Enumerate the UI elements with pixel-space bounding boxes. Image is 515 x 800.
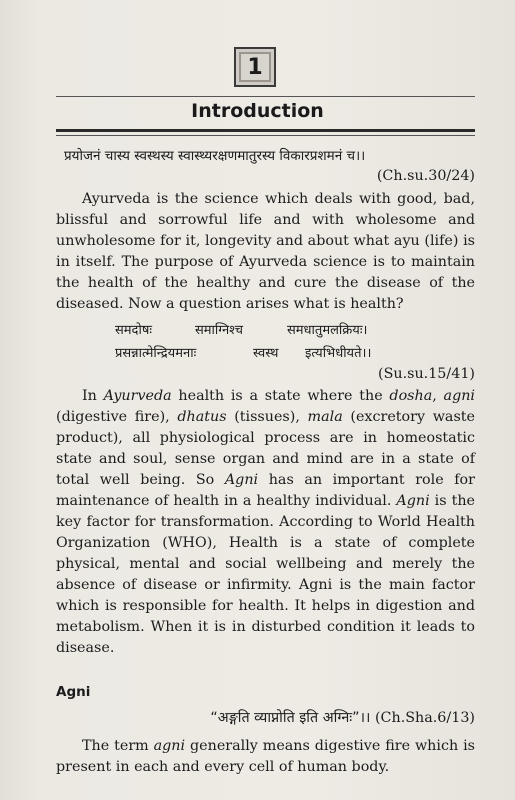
paragraph-2: In Ayurveda health is a state where the dosha, agni (digestive fire), dhatus (tissues), mala (excretory waste product), all physiological process are in homeostatic state and soul, sense organ and mind are in a state of total well being. So Agni has an important role for maintenance of health in a healthy individual. Agni is the key factor for transformation. According to World Health Organization (WHO), Health is a state of complete physical, mental and social wellbeing and merely the absence of disease or infirmity. Agni is the main factor which is responsible for health. It helps in digestion and metabolism. When it is in disturbed condition it leads to disease. [56, 388, 476, 656]
title-rule-bottom [56, 135, 475, 136]
section-heading: Agni [56, 684, 91, 700]
shloka-2-line-1: समदोषः समाग्निश्च समधातुमलक्रियः। [115, 323, 368, 338]
shloka-1-text: प्रयोजनं चास्य स्वस्थस्य स्वास्थ्यरक्षणमातुरस्य विकारप्रशमनं च।। [64, 148, 366, 164]
title-rule-thick [56, 129, 475, 132]
shloka-3 [56, 708, 475, 729]
paragraph-1: Ayurveda is the science which deals with good, bad, blissful and sorrowful life and with wholesome and unwholesome for it, longevity and about what ayu (life) is in itself. The purpose of Ayurveda science is to maintain the health of the healthy and cure the disease of the diseased. Now a question arises what is health? [56, 191, 475, 312]
paragraph-3: The term agni generally means digestive fire which is present in each and every cell of human body. [56, 738, 475, 775]
chapter-number-box [234, 47, 276, 87]
shloka-2-ref: (Su.su.15/41) [378, 366, 475, 382]
chapter-title: Introduction [191, 100, 324, 122]
title-rule-top [56, 96, 475, 97]
shloka-3-ref: (Ch.Sha.6/13) [374, 710, 475, 726]
shloka-2-line-2: प्रसन्नात्मेन्द्रियमनाः स्वस्थ इत्यभिधीयते।। [115, 346, 372, 361]
shloka-3-text: “अङ्गति व्याप्नोति इति अग्निः”।। [210, 710, 371, 726]
shloka-1-ref: (Ch.su.30/24) [376, 168, 475, 184]
chapter-number: 1 [247, 54, 263, 80]
